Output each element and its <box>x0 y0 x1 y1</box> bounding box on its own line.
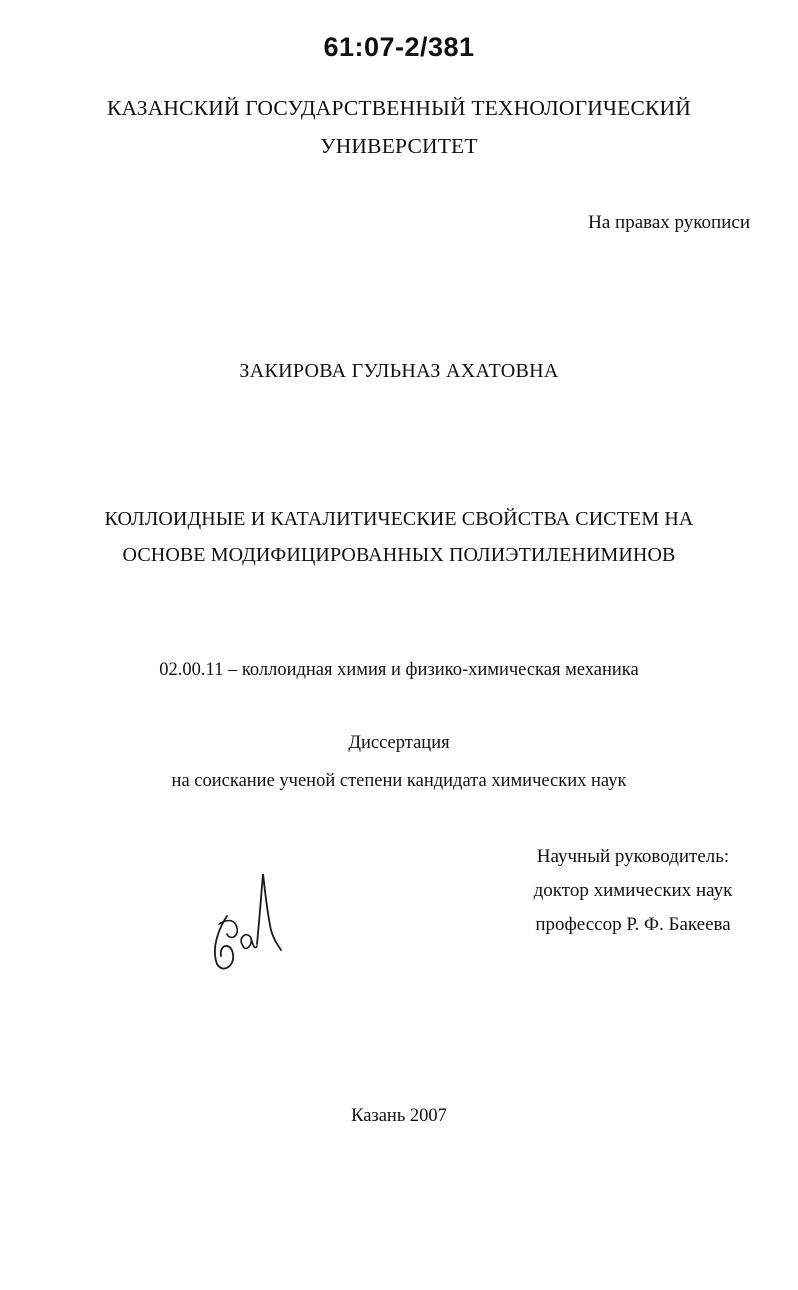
supervisor-name: профессор Р. Ф. Бакеева <box>535 914 731 935</box>
archive-stamp: 61:07-2/381 <box>323 32 475 62</box>
handwritten-signature <box>205 868 285 978</box>
dissertation-title-line1: КОЛЛОИДНЫЕ И КАТАЛИТИЧЕСКИЕ СВОЙСТВА СИСТЕМ НА <box>104 508 694 530</box>
supervisor-degree: доктор химических наук <box>533 880 733 901</box>
specialty-code: 02.00.11 – коллоидная химия и физико-химическая механика <box>159 660 639 680</box>
university-name-line1: КАЗАНСКИЙ ГОСУДАРСТВЕННЫЙ ТЕХНОЛОГИЧЕСКИЙ <box>107 96 691 120</box>
degree-sought: на соискание ученой степени кандидата химических наук <box>171 771 627 791</box>
author-name: ЗАКИРОВА ГУЛЬНАЗ АХАТОВНА <box>239 360 559 382</box>
university-name-line2: УНИВЕРСИТЕТ <box>320 134 478 158</box>
rights-note: На правах рукописи <box>588 212 750 233</box>
supervisor-label: Научный руководитель: <box>536 846 730 867</box>
work-type: Диссертация <box>348 733 450 753</box>
place-and-year: Казань 2007 <box>351 1106 447 1126</box>
dissertation-title-line2: ОСНОВЕ МОДИФИЦИРОВАННЫХ ПОЛИЭТИЛЕНИМИНОВ <box>122 544 676 566</box>
supervisor-block <box>520 840 746 942</box>
